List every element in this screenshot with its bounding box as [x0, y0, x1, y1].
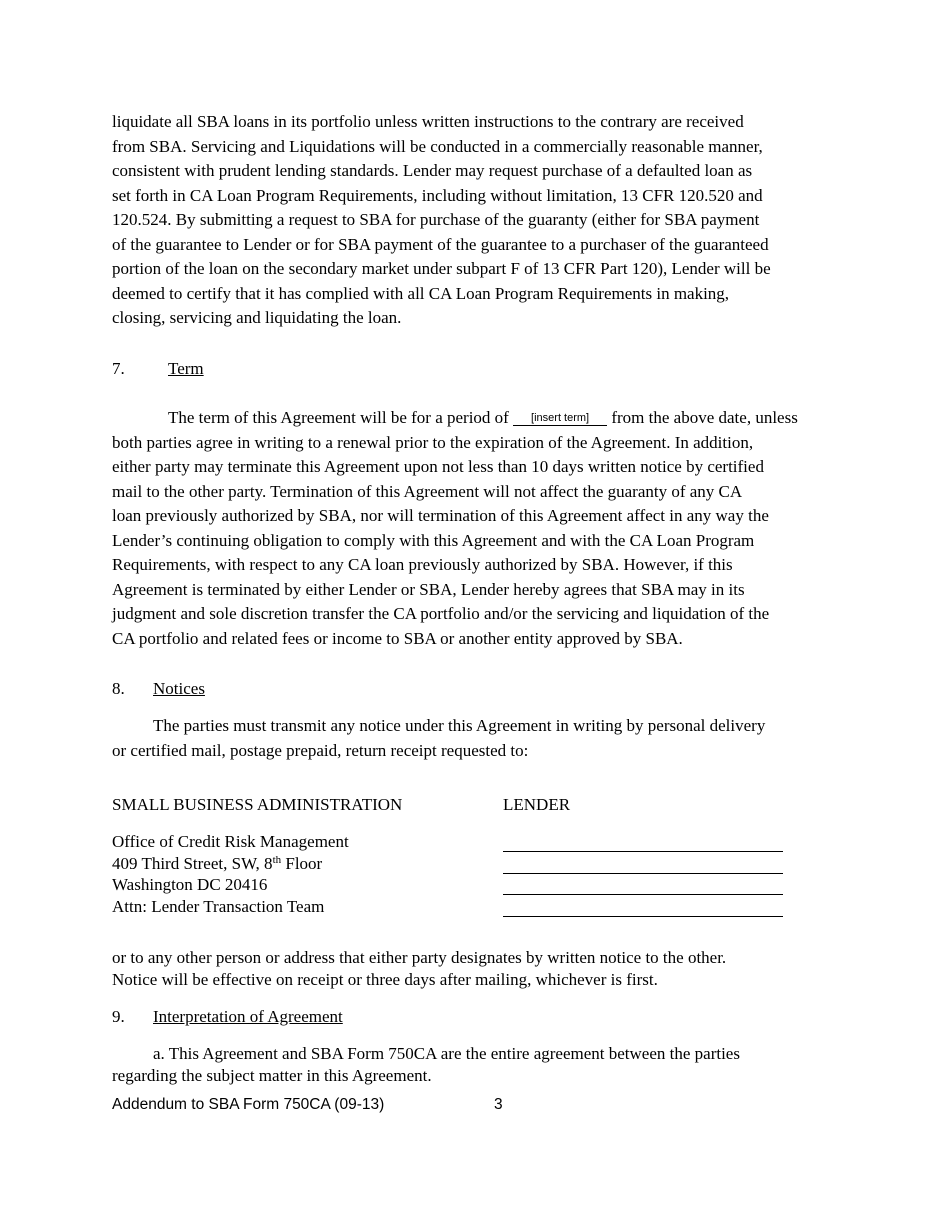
sba-address-line: Office of Credit Risk Management — [112, 832, 349, 851]
lender-address-blank[interactable] — [503, 893, 783, 895]
paragraph-line: Agreement is terminated by either Lender or SBA, Lender hereby agrees that SBA may in its — [112, 579, 745, 599]
paragraph-line: both parties agree in writing to a renewal prior to the expiration of the Agreement. In addition, — [112, 432, 754, 452]
paragraph-line: liquidate all SBA loans in its portfolio unless written instructions to the contrary are received — [112, 112, 744, 131]
lender-address-blank[interactable] — [503, 872, 783, 874]
section-7-heading — [112, 357, 852, 382]
section-number: 7. — [112, 359, 125, 378]
paragraph-line: consistent with prudent lending standards. Lender may request purchase of a defaulted loan as — [112, 161, 753, 180]
section-number: 8. — [112, 679, 125, 698]
paragraph-line: Requirements, with respect to any CA loan previously authorized by SBA. However, if this — [112, 555, 733, 574]
section-title: Term — [168, 359, 204, 378]
section-9-paragraph-a — [112, 1043, 852, 1086]
section-8-closing — [112, 947, 852, 990]
paragraph-line: or to any other person or address that either party designates by written notice to the other. — [112, 948, 727, 967]
term-fill-in-field[interactable]: [insert term] — [513, 411, 607, 426]
paragraph-line: closing, servicing and liquidating the loan. — [112, 308, 402, 327]
section-9-heading — [112, 1005, 852, 1030]
term-prefix: The term of this Agreement will be for a period of — [168, 408, 509, 427]
ordinal-suffix: th — [272, 853, 282, 866]
page-number: 3 — [494, 1096, 503, 1113]
paragraph-line: deemed to certify that it has complied with all CA Loan Program Requirements in making, — [112, 283, 730, 303]
paragraph-line: Notice will be effective on receipt or three days after mailing, whichever is first. — [112, 969, 658, 989]
lender-address-blank[interactable] — [503, 915, 783, 917]
section-number: 9. — [112, 1007, 125, 1026]
paragraph-line: judgment and sole discretion transfer the CA portfolio and/or the servicing and liquidation of the — [112, 604, 770, 623]
paragraph-line: CA portfolio and related fees or income to SBA or another entity approved by SBA. — [112, 628, 683, 648]
paragraph-line: 120.524. By submitting a request to SBA for purchase of the guaranty (either for SBA payment — [112, 210, 760, 229]
sba-address-line: Washington DC 20416 — [112, 875, 268, 894]
paragraph-line: portion of the loan on the secondary market under subpart F of 13 CFR Part 120), Lender will be — [112, 259, 771, 278]
paragraph-line: a. This Agreement and SBA Form 750CA are the entire agreement between the parties — [153, 1044, 740, 1063]
section-7-body — [112, 406, 852, 651]
paragraph-line: mail to the other party. Termination of this Agreement will not affect the guaranty of any CA — [112, 481, 743, 501]
section-title: Notices — [153, 679, 205, 698]
term-suffix: from the above date, unless — [611, 408, 798, 427]
paragraph-line: regarding the subject matter in this Agreement. — [112, 1065, 432, 1085]
paragraph-line: either party may terminate this Agreement upon not less than 10 days written notice by certified — [112, 457, 764, 476]
sba-address-line — [112, 853, 322, 875]
footer-form-title: Addendum to SBA Form 750CA (09-13) — [112, 1096, 385, 1113]
section-6-continuation — [112, 110, 852, 331]
paragraph-line: loan previously authorized by SBA, nor will termination of this Agreement affect in any way the — [112, 506, 769, 525]
page-footer — [112, 1096, 503, 1114]
section-8-heading — [112, 677, 852, 702]
paragraph-line: The parties must transmit any notice under this Agreement in writing by personal delivery — [153, 716, 766, 735]
paragraph-line: Lender’s continuing obligation to comply with this Agreement and with the CA Loan Program — [112, 530, 755, 550]
sba-address-street: 409 Third Street, SW, 8 — [112, 853, 273, 873]
sba-heading: SMALL BUSINESS ADMINISTRATION — [112, 795, 403, 814]
section-8-intro — [112, 714, 852, 763]
paragraph-line: set forth in CA Loan Program Requirements, including without limitation, 13 CFR 120.520 and — [112, 185, 763, 205]
lender-address-blank[interactable] — [503, 850, 783, 852]
paragraph-line: from SBA. Servicing and Liquidations will be conducted in a commercially reasonable manner, — [112, 136, 763, 156]
sba-address-line: Attn: Lender Transaction Team — [112, 896, 325, 916]
paragraph-first-line — [112, 406, 852, 431]
sba-address-floor: Floor — [281, 853, 323, 873]
paragraph-line: or certified mail, postage prepaid, return receipt requested to: — [112, 740, 529, 760]
section-title: Interpretation of Agreement — [153, 1007, 343, 1026]
paragraph-line: of the guarantee to Lender or for SBA payment of the guarantee to a purchaser of the guaranteed — [112, 234, 769, 254]
lender-heading: LENDER — [503, 795, 571, 814]
